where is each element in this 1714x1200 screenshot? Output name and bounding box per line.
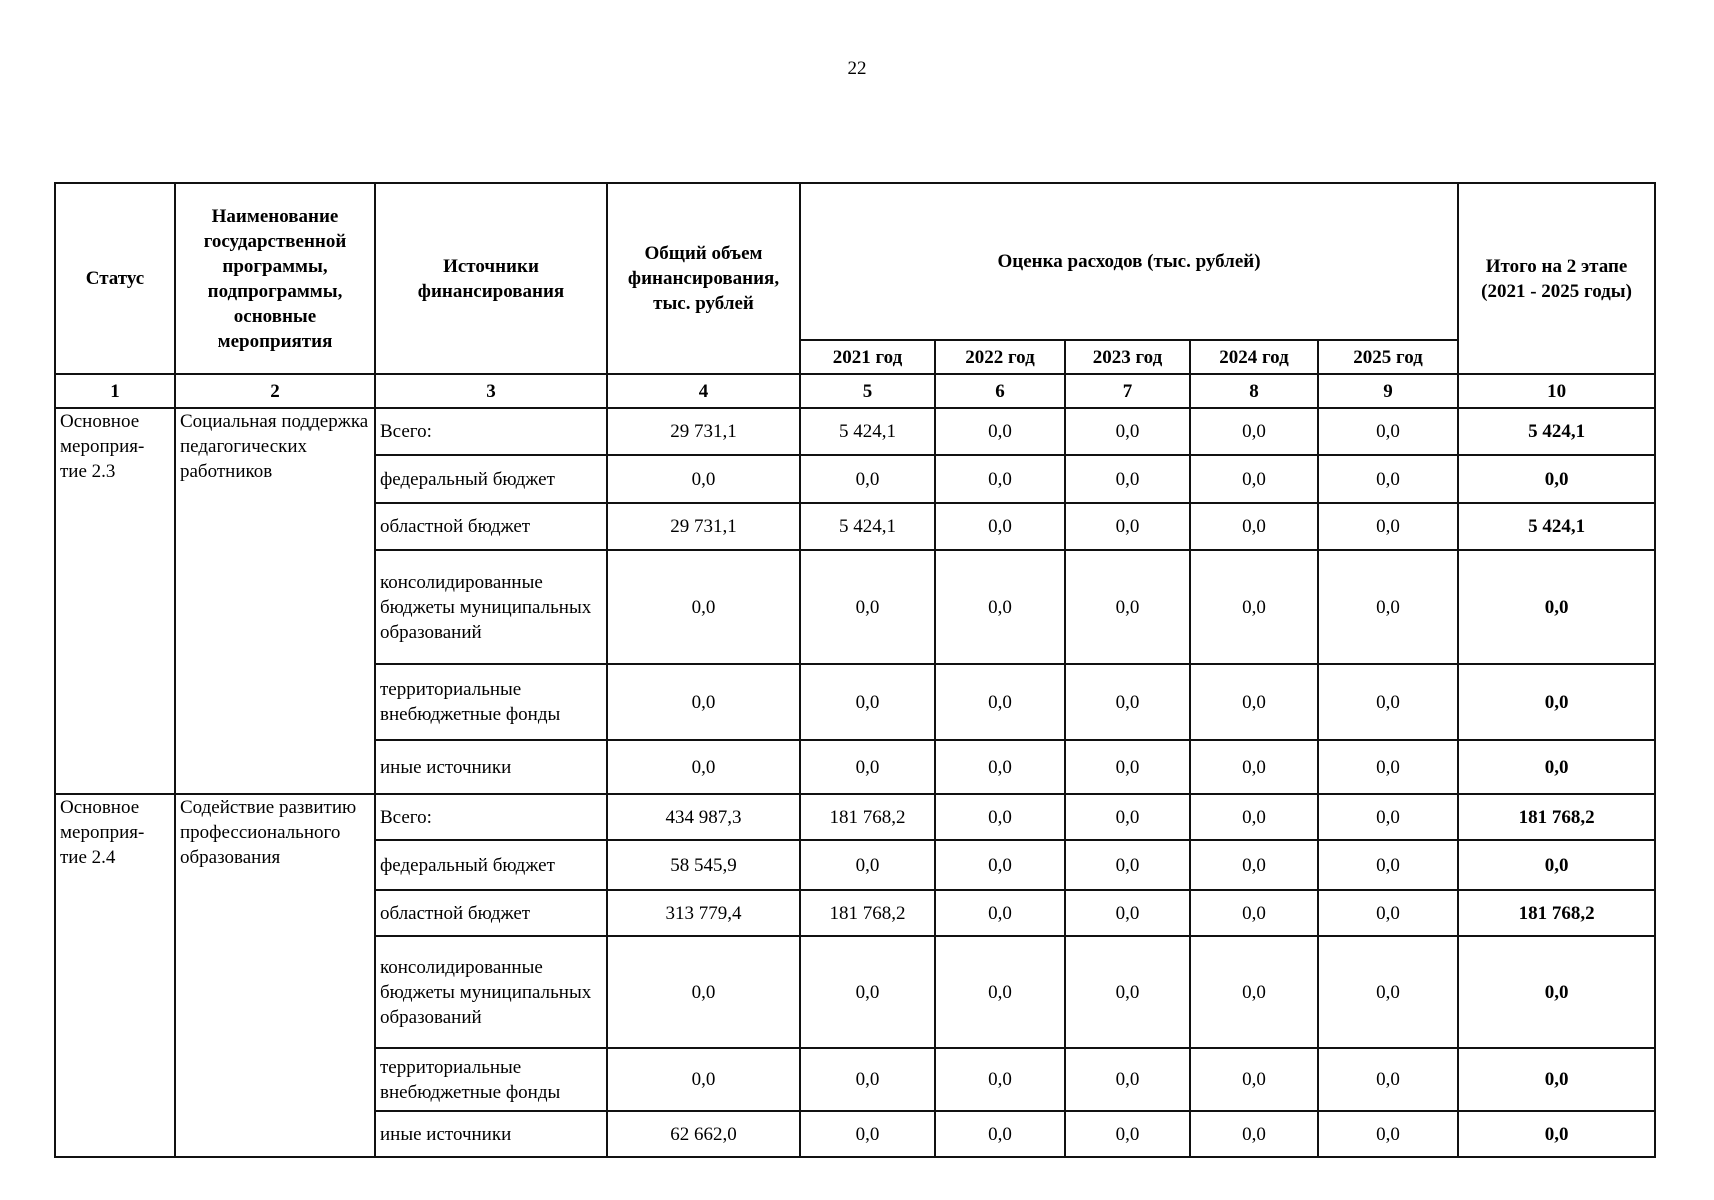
budget-table [54, 182, 1656, 1158]
year-value-cell: 0,0 [1318, 550, 1458, 664]
year-value-cell: 0,0 [1065, 455, 1190, 503]
total-volume-cell: 0,0 [607, 455, 800, 503]
year-value-cell: 0,0 [1065, 1111, 1190, 1157]
year-value-cell: 0,0 [1318, 503, 1458, 550]
total-volume-cell: 313 779,4 [607, 890, 800, 936]
program-name-cell: Социальная поддержка педагогических работников [175, 408, 375, 794]
year-value-cell: 0,0 [1065, 740, 1190, 794]
stage-total-cell: 0,0 [1458, 936, 1655, 1048]
year-value-cell: 0,0 [1065, 664, 1190, 740]
funding-source-cell: областной бюджет [375, 503, 607, 550]
table-row [55, 408, 1655, 455]
stage-total-cell: 5 424,1 [1458, 408, 1655, 455]
year-value-cell: 0,0 [800, 740, 935, 794]
column-number: 1 [55, 374, 175, 408]
header-stage-total: Итого на 2 этапе (2021 - 2025 годы) [1458, 183, 1655, 374]
year-value-cell: 0,0 [935, 794, 1065, 840]
total-volume-cell: 434 987,3 [607, 794, 800, 840]
year-value-cell: 0,0 [1318, 740, 1458, 794]
stage-total-cell: 0,0 [1458, 740, 1655, 794]
stage-total-cell: 181 768,2 [1458, 794, 1655, 840]
year-value-cell: 0,0 [1065, 550, 1190, 664]
total-volume-cell: 29 731,1 [607, 408, 800, 455]
header-year: 2025 год [1318, 340, 1458, 374]
year-value-cell: 0,0 [1065, 794, 1190, 840]
funding-source-cell: областной бюджет [375, 890, 607, 936]
stage-total-cell: 0,0 [1458, 1111, 1655, 1157]
year-value-cell: 0,0 [935, 1048, 1065, 1111]
year-value-cell: 5 424,1 [800, 503, 935, 550]
year-value-cell: 0,0 [1065, 840, 1190, 890]
year-value-cell: 0,0 [1318, 840, 1458, 890]
year-value-cell: 0,0 [935, 740, 1065, 794]
funding-source-cell: консолидированные бюджеты муниципальных образований [375, 936, 607, 1048]
page-number: 22 [847, 58, 867, 79]
funding-source-cell: федеральный бюджет [375, 455, 607, 503]
stage-total-cell: 0,0 [1458, 664, 1655, 740]
year-value-cell: 0,0 [800, 840, 935, 890]
year-value-cell: 0,0 [800, 550, 935, 664]
column-number: 2 [175, 374, 375, 408]
total-volume-cell: 0,0 [607, 664, 800, 740]
program-name-cell: Содействие развитию профессионального образования [175, 794, 375, 1157]
year-value-cell: 0,0 [1318, 455, 1458, 503]
stage-total-cell: 0,0 [1458, 1048, 1655, 1111]
table-row [55, 794, 1655, 840]
header-status: Статус [55, 183, 175, 374]
stage-total-cell: 0,0 [1458, 550, 1655, 664]
year-value-cell: 181 768,2 [800, 794, 935, 840]
total-volume-cell: 0,0 [607, 550, 800, 664]
header-year: 2023 год [1065, 340, 1190, 374]
year-value-cell: 0,0 [1190, 1111, 1318, 1157]
year-value-cell: 0,0 [1318, 1111, 1458, 1157]
funding-source-cell: Всего: [375, 408, 607, 455]
header-expense-estimate: Оценка расходов (тыс. рублей) [800, 183, 1458, 340]
header-row [55, 183, 1655, 340]
year-value-cell: 0,0 [1318, 408, 1458, 455]
funding-source-cell: Всего: [375, 794, 607, 840]
stage-total-cell: 5 424,1 [1458, 503, 1655, 550]
year-value-cell: 0,0 [935, 936, 1065, 1048]
header-year: 2024 год [1190, 340, 1318, 374]
year-value-cell: 0,0 [1318, 1048, 1458, 1111]
column-number: 6 [935, 374, 1065, 408]
year-value-cell: 5 424,1 [800, 408, 935, 455]
stage-total-cell: 0,0 [1458, 840, 1655, 890]
year-value-cell: 0,0 [800, 1111, 935, 1157]
total-volume-cell: 0,0 [607, 1048, 800, 1111]
status-cell: Основное мероприя-тие 2.4 [55, 794, 175, 1157]
year-value-cell: 0,0 [1065, 936, 1190, 1048]
header-funding-sources: Источники финансирования [375, 183, 607, 374]
column-number: 8 [1190, 374, 1318, 408]
total-volume-cell: 62 662,0 [607, 1111, 800, 1157]
status-cell: Основное мероприя-тие 2.3 [55, 408, 175, 794]
year-value-cell: 0,0 [800, 455, 935, 503]
stage-total-cell: 0,0 [1458, 455, 1655, 503]
year-value-cell: 0,0 [935, 1111, 1065, 1157]
funding-source-cell: консолидированные бюджеты муниципальных образований [375, 550, 607, 664]
year-value-cell: 0,0 [800, 936, 935, 1048]
column-number: 5 [800, 374, 935, 408]
year-value-cell: 0,0 [1318, 664, 1458, 740]
year-value-cell: 0,0 [1190, 740, 1318, 794]
column-number: 3 [375, 374, 607, 408]
year-value-cell: 0,0 [1190, 840, 1318, 890]
table-body [55, 408, 1655, 1157]
year-value-cell: 0,0 [935, 550, 1065, 664]
year-value-cell: 0,0 [935, 664, 1065, 740]
funding-source-cell: федеральный бюджет [375, 840, 607, 890]
total-volume-cell: 29 731,1 [607, 503, 800, 550]
year-value-cell: 0,0 [935, 890, 1065, 936]
column-number: 4 [607, 374, 800, 408]
year-value-cell: 0,0 [1190, 408, 1318, 455]
column-number: 10 [1458, 374, 1655, 408]
year-value-cell: 0,0 [1190, 794, 1318, 840]
year-value-cell: 0,0 [1065, 890, 1190, 936]
year-value-cell: 0,0 [935, 503, 1065, 550]
year-value-cell: 0,0 [1318, 794, 1458, 840]
year-value-cell: 0,0 [1065, 503, 1190, 550]
header-year: 2021 год [800, 340, 935, 374]
total-volume-cell: 0,0 [607, 740, 800, 794]
year-value-cell: 0,0 [1065, 1048, 1190, 1111]
year-value-cell: 0,0 [1318, 936, 1458, 1048]
year-value-cell: 0,0 [800, 1048, 935, 1111]
header-year: 2022 год [935, 340, 1065, 374]
total-volume-cell: 58 545,9 [607, 840, 800, 890]
year-value-cell: 0,0 [935, 408, 1065, 455]
funding-source-cell: иные источники [375, 740, 607, 794]
year-value-cell: 0,0 [1065, 408, 1190, 455]
funding-source-cell: территориальные внебюджетные фонды [375, 1048, 607, 1111]
year-value-cell: 0,0 [935, 455, 1065, 503]
header-total-volume: Общий объем финансирования, тыс. рублей [607, 183, 800, 374]
year-value-cell: 0,0 [1190, 503, 1318, 550]
year-value-cell: 0,0 [1318, 890, 1458, 936]
year-value-cell: 0,0 [935, 840, 1065, 890]
year-value-cell: 0,0 [1190, 936, 1318, 1048]
total-volume-cell: 0,0 [607, 936, 800, 1048]
column-number-row [55, 374, 1655, 408]
year-value-cell: 0,0 [1190, 890, 1318, 936]
funding-source-cell: территориальные внебюджетные фонды [375, 664, 607, 740]
year-value-cell: 181 768,2 [800, 890, 935, 936]
year-value-cell: 0,0 [1190, 550, 1318, 664]
stage-total-cell: 181 768,2 [1458, 890, 1655, 936]
header-program-name: Наименование государственной программы, подпрограммы, основные мероприятия [175, 183, 375, 374]
year-value-cell: 0,0 [800, 664, 935, 740]
year-value-cell: 0,0 [1190, 455, 1318, 503]
column-number: 9 [1318, 374, 1458, 408]
column-number: 7 [1065, 374, 1190, 408]
funding-source-cell: иные источники [375, 1111, 607, 1157]
year-value-cell: 0,0 [1190, 1048, 1318, 1111]
year-value-cell: 0,0 [1190, 664, 1318, 740]
